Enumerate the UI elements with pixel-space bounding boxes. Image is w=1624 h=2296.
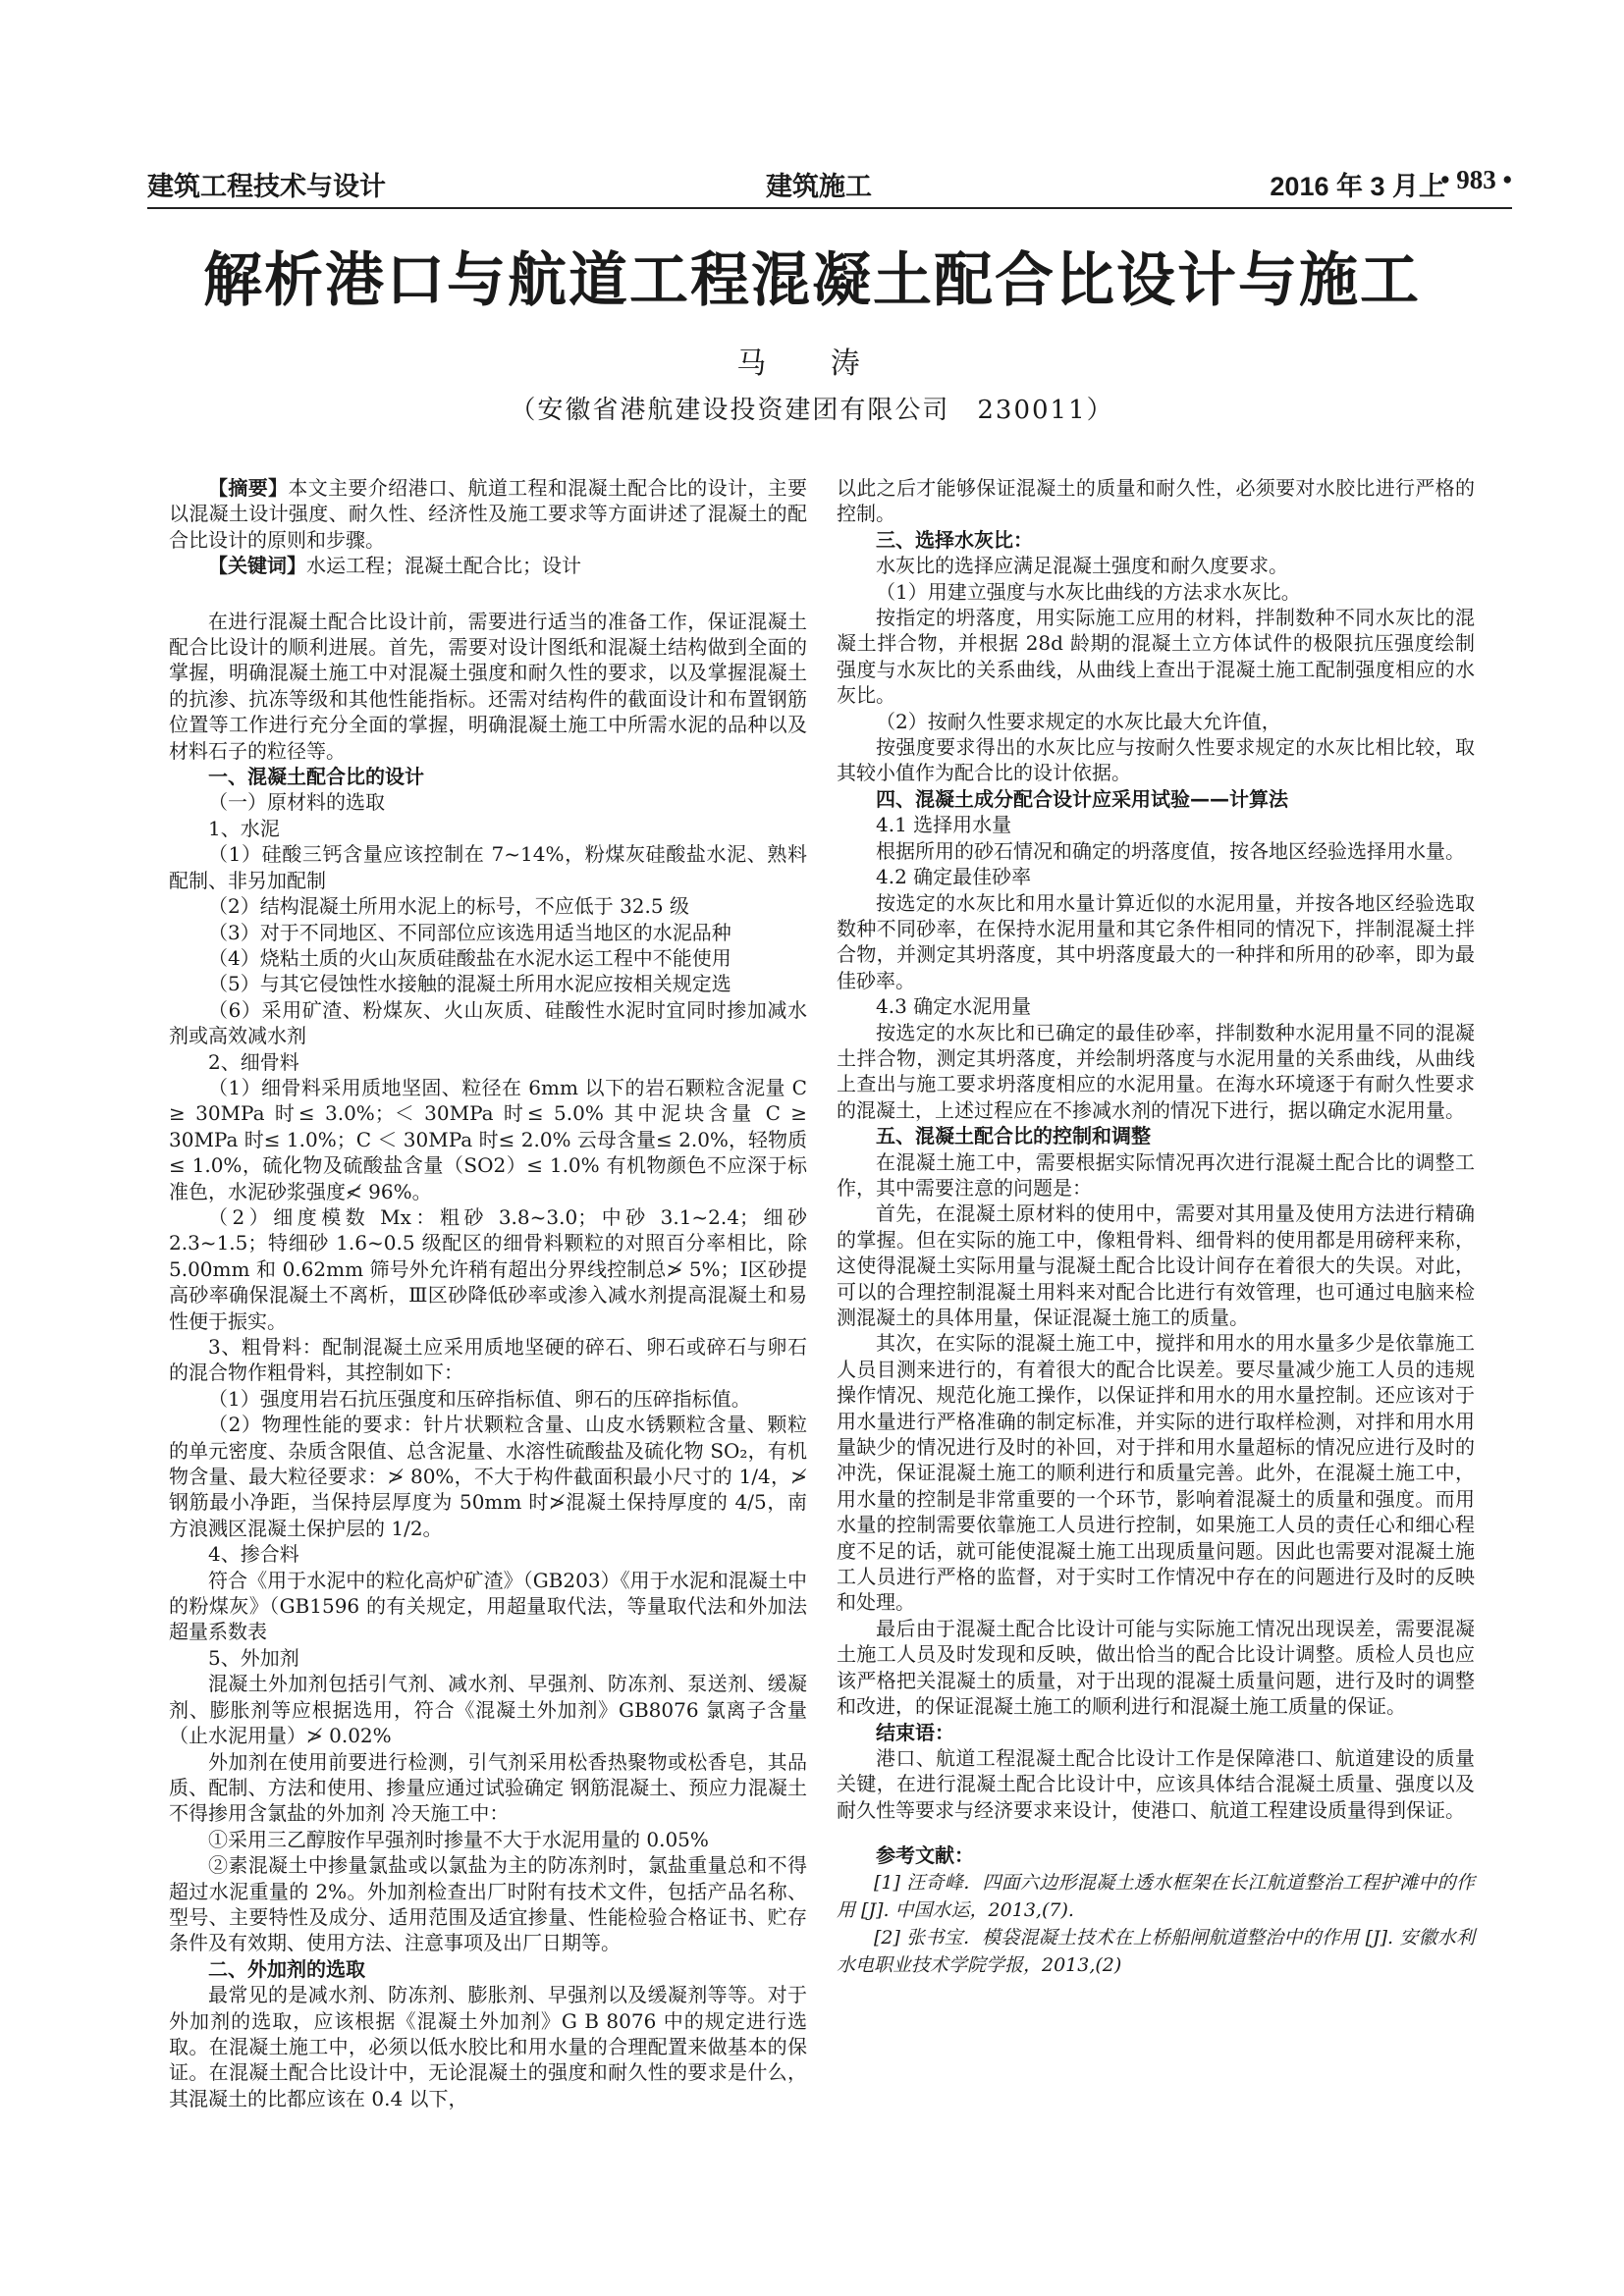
reference-item: [1] 汪奇峰．四面六边形混凝土透水框架在长江航道整治工程护滩中的作用 [J]. 中国水运，2013,(7). bbox=[837, 1871, 1475, 1921]
body-paragraph: 在混凝土施工中，需要根据实际情况再次进行混凝土配合比的调整工作，其中需要注意的问题是： bbox=[837, 1149, 1475, 1200]
issue-date: 2016 年 3 月上 bbox=[1270, 172, 1445, 201]
spacer bbox=[169, 579, 807, 609]
body-paragraph: 3、粗骨料：配制混凝土应采用质地坚硬的碎石、卵石或碎石与卵石的混合物作粗骨料，其控制如下： bbox=[169, 1335, 807, 1385]
body-paragraph: （1）用建立强度与水灰比曲线的方法求水灰比。 bbox=[876, 579, 1301, 604]
body-paragraph: （2）物理性能的要求：针片状颗粒含量、山皮水锈颗粒含量、颗粒的单元密度、杂质含限值、总含泥量、水溶性硫酸盐及硫化物 SO₂，有机物含量、最大粒径要求：≯ 80%，不大于构件截面积最小尺寸的 1/4，≯钢筋最小净距，当保持层厚度为 50mm 时≯混凝土保持厚度的 4/5，南方浪溅区混凝土保护层的 1/2。 bbox=[169, 1413, 807, 1540]
article-title: 解析港口与航道工程混凝土配合比设计与施工 bbox=[203, 246, 1421, 315]
body-paragraph: 外加剂在使用前要进行检测，引气剂采用松香热聚物或松香皂，其品质、配制、方法和使用、掺量应通过试验确定 钢筋混凝土、预应力混凝土不得掺用含氯盐的外加剂 冷天施工中： bbox=[169, 1749, 807, 1826]
abstract-label: 【摘要】 bbox=[208, 476, 289, 500]
body-paragraph: 其次，在实际的混凝土施工中，搅拌和用水的用水量多少是依靠施工人员目测来进行的，有着很大的配合比误差。要尽量减少施工人员的违规操作情况、规范化施工操作，以保证拌和用水的用水量控制。还应该对于用水量进行严格准确的制定标准，并实际的进行取样检测，对拌和用水用量缺少的情况进行及时的补回，对于拌和用水量超标的情况应进行及时的冲洗，保证混凝土施工的顺利进行和质量完善。此外，在混凝土施工中，用水量的控制是非常重要的一个环节，影响着混凝土的质量和强度。而用水量的控制需要依靠施工人员进行控制，如果施工人员的责任心和细心程度不足的话，就可能使混凝土施工出现质量问题。因此也需要对混凝土施工人员进行严格的监督，对于实时工作情况中存在的问题进行及时的反映和处理。 bbox=[837, 1331, 1475, 1615]
right-column bbox=[837, 475, 1475, 1979]
section-heading: 三、选择水灰比： bbox=[876, 527, 1033, 552]
body-paragraph: 4、掺合料 bbox=[208, 1542, 299, 1567]
body-paragraph: ②素混凝土中掺量氯盐或以氯盐为主的防冻剂时，氯盐重量总和不得超过水泥重量的 2%。外加剂检查出厂时附有技术文件，包括产品名称、型号、主要特性及成分、适用范围及适宜掺量、性能检验合格证书、贮存条件及有效期、使用方法、注意事项及出厂日期等。 bbox=[169, 1853, 807, 1955]
keywords-text: 水运工程；混凝土配合比；设计 bbox=[306, 554, 581, 578]
body-paragraph: 1、水泥 bbox=[208, 816, 280, 840]
body-paragraph: 以此之后才能够保证混凝土的质量和耐久性，必须要对水胶比进行严格的控制。 bbox=[837, 476, 1475, 526]
author-affiliation: （安徽省港航建设投资建团有限公司 230011） bbox=[510, 396, 1114, 425]
body-paragraph: 根据所用的砂石情况和确定的坍落度值，按各地区经验选择用水量。 bbox=[876, 838, 1465, 863]
running-header bbox=[147, 165, 1512, 204]
body-paragraph: 港口、航道工程混凝土配合比设计工作是保障港口、航道建设的质量关键，在进行混凝土配合比设计中，应该具体结合混凝土质量、强度以及耐久性等要求与经济要求来设计，使港口、航道工程建设质量得到保证。 bbox=[837, 1745, 1475, 1822]
body-paragraph: 5、外加剂 bbox=[208, 1645, 299, 1670]
body-paragraph: （4）烧粘土质的火山灰质硅酸盐在水泥水运工程中不能使用 bbox=[208, 945, 731, 970]
body-paragraph: （2）按耐久性要求规定的水灰比最大允许值， bbox=[876, 709, 1281, 733]
body-paragraph: 符合《用于水泥中的粒化高炉矿渣》（GB203）《用于水泥和混凝土中的粉煤灰》（GB1596 的有关规定，用超量取代法，等量取代法和外加法超量系数表 bbox=[169, 1568, 807, 1644]
abstract-text: 本文主要介绍港口、航道工程和混凝土配合比的设计，主要以混凝土设计强度、耐久性、经济性及施工要求等方面讲述了混凝土的配合比设计的原则和步骤。 bbox=[169, 476, 808, 552]
journal-name: 建筑工程技术与设计 bbox=[147, 172, 386, 201]
section-name: 建筑施工 bbox=[766, 172, 872, 201]
body-paragraph: 混凝土外加剂包括引气剂、减水剂、早强剂、防冻剂、泵送剂、缓凝剂、膨胀剂等应根据选用，符合《混凝土外加剂》GB8076 氯离子含量（止水泥用量）≯ 0.02% bbox=[169, 1672, 807, 1748]
reference-list bbox=[837, 1869, 1475, 1979]
body-paragraph: 最后由于混凝土配合比设计可能与实际施工情况出现误差，需要混凝土施工人员及时发现和反映，做出恰当的配合比设计调整。质检人员也应该严格把关混凝土的质量，对于出现的混凝土质量问题，进行及时的调整和改进，的保证混凝土施工的顺利进行和混凝土施工质量的保证。 bbox=[837, 1616, 1475, 1719]
body-paragraph: 4.3 确定水泥用量 bbox=[876, 994, 1032, 1019]
body-paragraph: 4.1 选择用水量 bbox=[876, 813, 1012, 837]
body-paragraph: （一）原材料的选取 bbox=[208, 790, 385, 815]
keywords-label: 【关键词】 bbox=[208, 554, 306, 578]
reference-item: [2] 张书宝．模袋混凝土技术在上桥船闸航道整治中的作用 [J]. 安徽水利水电职业技术学院学报，2013,(2) bbox=[837, 1926, 1475, 1976]
body-paragraph: 4.2 确定最佳砂率 bbox=[876, 865, 1032, 889]
body-paragraph: 按选定的水灰比和已确定的最佳砂率，拌制数种水泥用量不同的混凝土拌合物，测定其坍落度，并绘制坍落度与水泥用量的关系曲线，从曲线上查出与施工要求坍落度相应的水泥用量。在海水环境逐于有耐久性要求的混凝土，上述过程应在不掺减水剂的情况下进行，据以确定水泥用量。 bbox=[837, 1020, 1475, 1122]
body-paragraph: 按强度要求得出的水灰比应与按耐久性要求规定的水灰比相比较，取其较小值作为配合比的设计依据。 bbox=[837, 735, 1475, 785]
section-heading: 一、混凝土配合比的设计 bbox=[208, 765, 424, 789]
section-heading: 结束语： bbox=[876, 1720, 954, 1744]
body-paragraph: 在进行混凝土配合比设计前，需要进行适当的准备工作，保证混凝土配合比设计的顺利进展。首先，需要对设计图纸和混凝土结构做到全面的掌握，明确混凝土施工中对混凝土强度和耐久性的要求，以及掌握混凝土的抗渗、抗冻等级和其他性能指标。还需对结构件的截面设计和布置钢筋位置等工作进行充分全面的掌握，明确混凝土施工中所需水泥的品种以及材料石子的粒径等。 bbox=[169, 609, 807, 763]
references-heading: 参考文献： bbox=[876, 1843, 974, 1868]
keywords bbox=[169, 553, 807, 578]
right-body-text bbox=[837, 475, 1475, 1823]
abstract bbox=[169, 475, 807, 553]
header-divider bbox=[147, 207, 1512, 209]
page-number: • 983 • bbox=[1440, 165, 1512, 194]
section-heading: 二、外加剂的选取 bbox=[208, 1956, 365, 1981]
body-paragraph: （6）采用矿渣、粉煤灰、火山灰质、硅酸性水泥时宜同时掺加减水剂或高效减水剂 bbox=[169, 997, 807, 1048]
body-paragraph: 按指定的坍落度，用实际施工应用的材料，拌制数种不同水灰比的混凝土拌合物，并根据 28d 龄期的混凝土立方体试件的极限抗压强度绘制强度与水灰比的关系曲线，从曲线上查出于混凝土施工配制强度相应的水灰比。 bbox=[837, 606, 1475, 708]
body-paragraph: 首先，在混凝土原材料的使用中，需要对其用量及使用方法进行精确的掌握。但在实际的施工中，像粗骨料、细骨料的使用都是用磅秤来称，这使得混凝土实际用量与混凝土配合比设计间存在着很大的失误。对此，可以的合理控制混凝土用料来对配合比进行有效管理，也可通过电脑来检测混凝土的具体用量，保证混凝土施工的质量。 bbox=[837, 1201, 1475, 1329]
section-heading: 五、混凝土配合比的控制和调整 bbox=[876, 1124, 1151, 1148]
body-paragraph: （3）对于不同地区、不同部位应该选用适当地区的水泥品种 bbox=[208, 920, 731, 944]
body-paragraph: 水灰比的选择应满足混凝土强度和耐久度要求。 bbox=[876, 554, 1288, 578]
body-paragraph: 最常见的是减水剂、防冻剂、膨胀剂、早强剂以及缓凝剂等等。对于外加剂的选取，应该根据《混凝土外加剂》G B 8076 中的规定进行选取。在混凝土施工中，必须以低水胶比和用水量的合理配置来做基本的保证。在混凝土配合比设计中，无论混凝土的强度和耐久性的要求是什么，其混凝土的比都应该在 0.4 以下， bbox=[169, 1983, 807, 2110]
body-paragraph: （5）与其它侵蚀性水接触的混凝土所用水泥应按相关规定选 bbox=[208, 972, 731, 996]
body-paragraph: （2）结构混凝土所用水泥上的标号，不应低于 32.5 级 bbox=[208, 894, 689, 919]
body-paragraph: （1）硅酸三钙含量应该控制在 7~14%，粉煤灰硅酸盐水泥、熟料配制、非另加配制 bbox=[169, 842, 807, 892]
body-paragraph: 2、细骨料 bbox=[208, 1049, 299, 1074]
left-body-text bbox=[169, 609, 807, 2112]
body-paragraph: （1）强度用岩石抗压强度和压碎指标值、卵石的压碎指标值。 bbox=[208, 1386, 751, 1411]
section-heading: 四、混凝土成分配合设计应采用试验——计算法 bbox=[876, 786, 1288, 811]
body-paragraph: （1）细骨料采用质地坚固、粒径在 6mm 以下的岩石颗粒含泥量 C ≥ 30MPa 时≤ 3.0%；＜ 30MPa 时≤ 5.0% 其中泥块含量 C ≥ 30MPa 时≤ 1.0%；C ＜ 30MPa 时≤ 2.0% 云母含量≤ 2.0%，轻物质≤ 1.0%，硫化物及硫酸盐含量（SO2）≤ 1.0% 有机物颜色不应深于标准色，水泥砂浆强度≮ 96%。 bbox=[169, 1075, 807, 1203]
body-paragraph: ①采用三乙醇胺作早强剂时掺量不大于水泥用量的 0.05% bbox=[208, 1827, 709, 1851]
article-author: 马 涛 bbox=[736, 347, 888, 381]
body-paragraph: （2）细度模数 Mx：粗砂 3.8~3.0；中砂 3.1~2.4；细砂 2.3~1.5；特细砂 1.6~0.5 级配区的细骨料颗粒的对照百分率相比，除 5.00mm 和 0.62mm 筛号外允许稍有超出分界线控制总≯ 5%；Ⅰ区砂提高砂率确保混凝土不离析，Ⅲ区砂降低砂率或渗入减水剂提高混凝土和易性便于振实。 bbox=[169, 1204, 807, 1333]
left-column bbox=[169, 475, 807, 2111]
body-paragraph: 按选定的水灰比和用水量计算近似的水泥用量，并按各地区经验选取数种不同砂率，在保持水泥用量和其它条件相同的情况下，拌制混凝土拌合物，并测定其坍落度，其中坍落度最大的一种拌和所用的砂率，即为最佳砂率。 bbox=[837, 890, 1475, 992]
